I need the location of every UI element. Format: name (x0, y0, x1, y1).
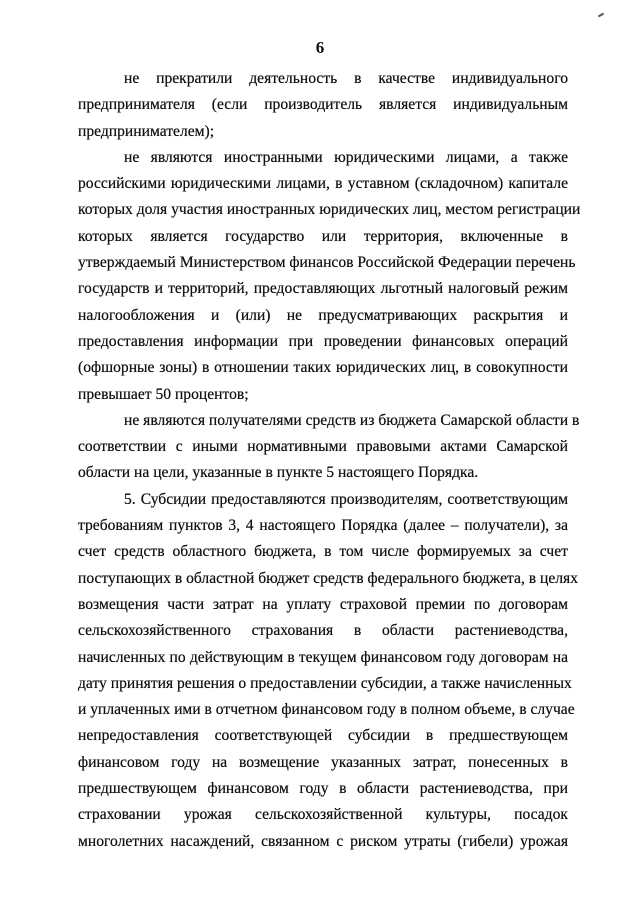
text-line: начисленных по действующим в текущем финансовом году договорам на (78, 648, 568, 666)
paragraph (78, 66, 568, 145)
text-line: многолетних насаждений, связанном с риском утраты (гибели) урожая (78, 832, 568, 850)
text-line: российскими юридическими лицами, в уставном (складочном) капитале (78, 175, 568, 193)
text-line: налогообложения и (или) не предусматривающих раскрытия и (78, 306, 568, 324)
text-line: утверждаемый Министерством финансов Российской Федерации перечень (78, 254, 576, 272)
paragraph (78, 408, 580, 487)
text-line: превышает 50 процентов; (78, 385, 249, 403)
text-line: сельскохозяйственного страхования в области растениеводства, (78, 622, 568, 640)
text-line: страховании урожая сельскохозяйственной культуры, посадок (78, 806, 568, 824)
document-body (78, 66, 581, 855)
text-line: которых доля участия иностранных юридических лиц, местом регистрации (78, 201, 581, 219)
text-line: дату принятия решения о предоставлении субсидии, а также начисленных (78, 674, 572, 692)
text-line: поступающих в областной бюджет средств федерального бюджета, в целях (78, 569, 579, 587)
text-line: предшествующем финансовом году в области растениеводства, при (78, 780, 568, 798)
paragraph (78, 145, 581, 408)
paragraph (78, 487, 579, 855)
text-line: государств и территорий, предоставляющих льготный налоговый режим (78, 280, 568, 298)
text-line: требованиям пунктов 3, 4 настоящего Порядка (далее – получатели), за (78, 517, 568, 535)
text-line: (офшорные зоны) в отношении таких юридических лиц, в совокупности (78, 359, 568, 377)
text-line: не являются получателями средств из бюджета Самарской области в (124, 411, 580, 429)
text-line: соответствии с иными нормативными правовыми актами Самарской (78, 438, 568, 456)
text-line: 5. Субсидии предоставляются производителям, соответствующим (124, 490, 568, 508)
text-line: непредоставления соответствующей субсидии в предшествующем (78, 727, 568, 745)
text-line: предпринимателя (если производитель является индивидуальным (78, 96, 568, 114)
text-line: предпринимателем); (78, 122, 215, 140)
text-line: возмещения части затрат на уплату страховой премии по договорам (78, 595, 568, 613)
text-line: не прекратили деятельность в качестве индивидуального (124, 70, 568, 87)
text-line: области на цели, указанные в пункте 5 настоящего Порядка. (78, 464, 479, 482)
text-line: предоставления информации при проведении финансовых операций (78, 332, 568, 350)
text-line: которых является государство или территория, включенные в (78, 227, 568, 245)
text-line: счет средств областного бюджета, в том числе формируемых за счет (78, 543, 568, 561)
page-number: 6 (315, 38, 325, 57)
text-line: финансовом году на возмещение указанных затрат, понесенных в (78, 753, 568, 771)
scan-artifact-mark (598, 13, 604, 18)
text-line: и уплаченных ими в отчетном финансовом году в полном объеме, в случае (78, 701, 575, 719)
text-line: не являются иностранными юридическими лицами, а также (124, 148, 568, 166)
